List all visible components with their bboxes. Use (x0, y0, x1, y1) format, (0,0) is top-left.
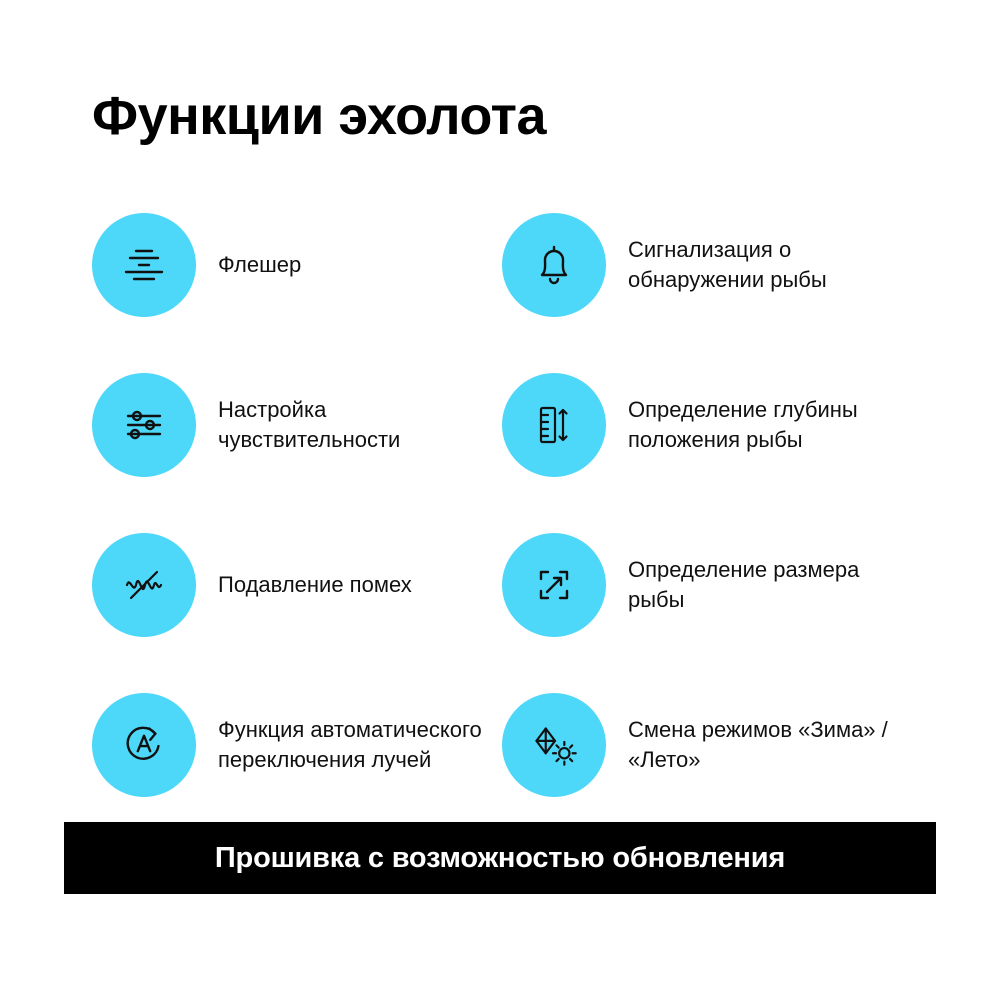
feature-label: Подавление помех (218, 571, 412, 597)
feature-label: Настройка чувствительности (218, 396, 401, 452)
ruler-depth-icon (502, 373, 606, 477)
feature-item-fish-alarm (502, 185, 922, 345)
feature-item-fish-size (502, 505, 922, 665)
footer-banner (64, 822, 936, 894)
feature-label: Флешер (218, 251, 302, 277)
feature-item-flasher (92, 185, 492, 345)
feature-item-sensitivity (92, 345, 492, 505)
features-grid (92, 185, 922, 825)
feature-label: Функция автоматического переключения лучей (218, 716, 482, 772)
feature-item-season-modes (502, 665, 922, 825)
feature-item-fish-depth (502, 345, 922, 505)
sensitivity-sliders-icon (92, 373, 196, 477)
feature-label: Сигнализация о обнаружении рыбы (628, 236, 827, 292)
winter-summer-mode-icon (502, 693, 606, 797)
feature-label: Смена режимов «Зима» / «Лето» (628, 716, 888, 772)
noise-suppression-icon (92, 533, 196, 637)
feature-label: Определение глубины положения рыбы (628, 396, 858, 452)
feature-item-noise-suppression (92, 505, 492, 665)
fish-size-measure-icon (502, 533, 606, 637)
footer-banner-text: Прошивка с возможностью обновления (214, 841, 786, 874)
bell-alarm-icon (502, 213, 606, 317)
feature-label: Определение размера рыбы (628, 556, 860, 612)
flasher-waveform-icon (92, 213, 196, 317)
feature-item-auto-beam (92, 665, 492, 825)
page-title: Функции эхолота (92, 86, 547, 146)
auto-beam-switch-icon (92, 693, 196, 797)
